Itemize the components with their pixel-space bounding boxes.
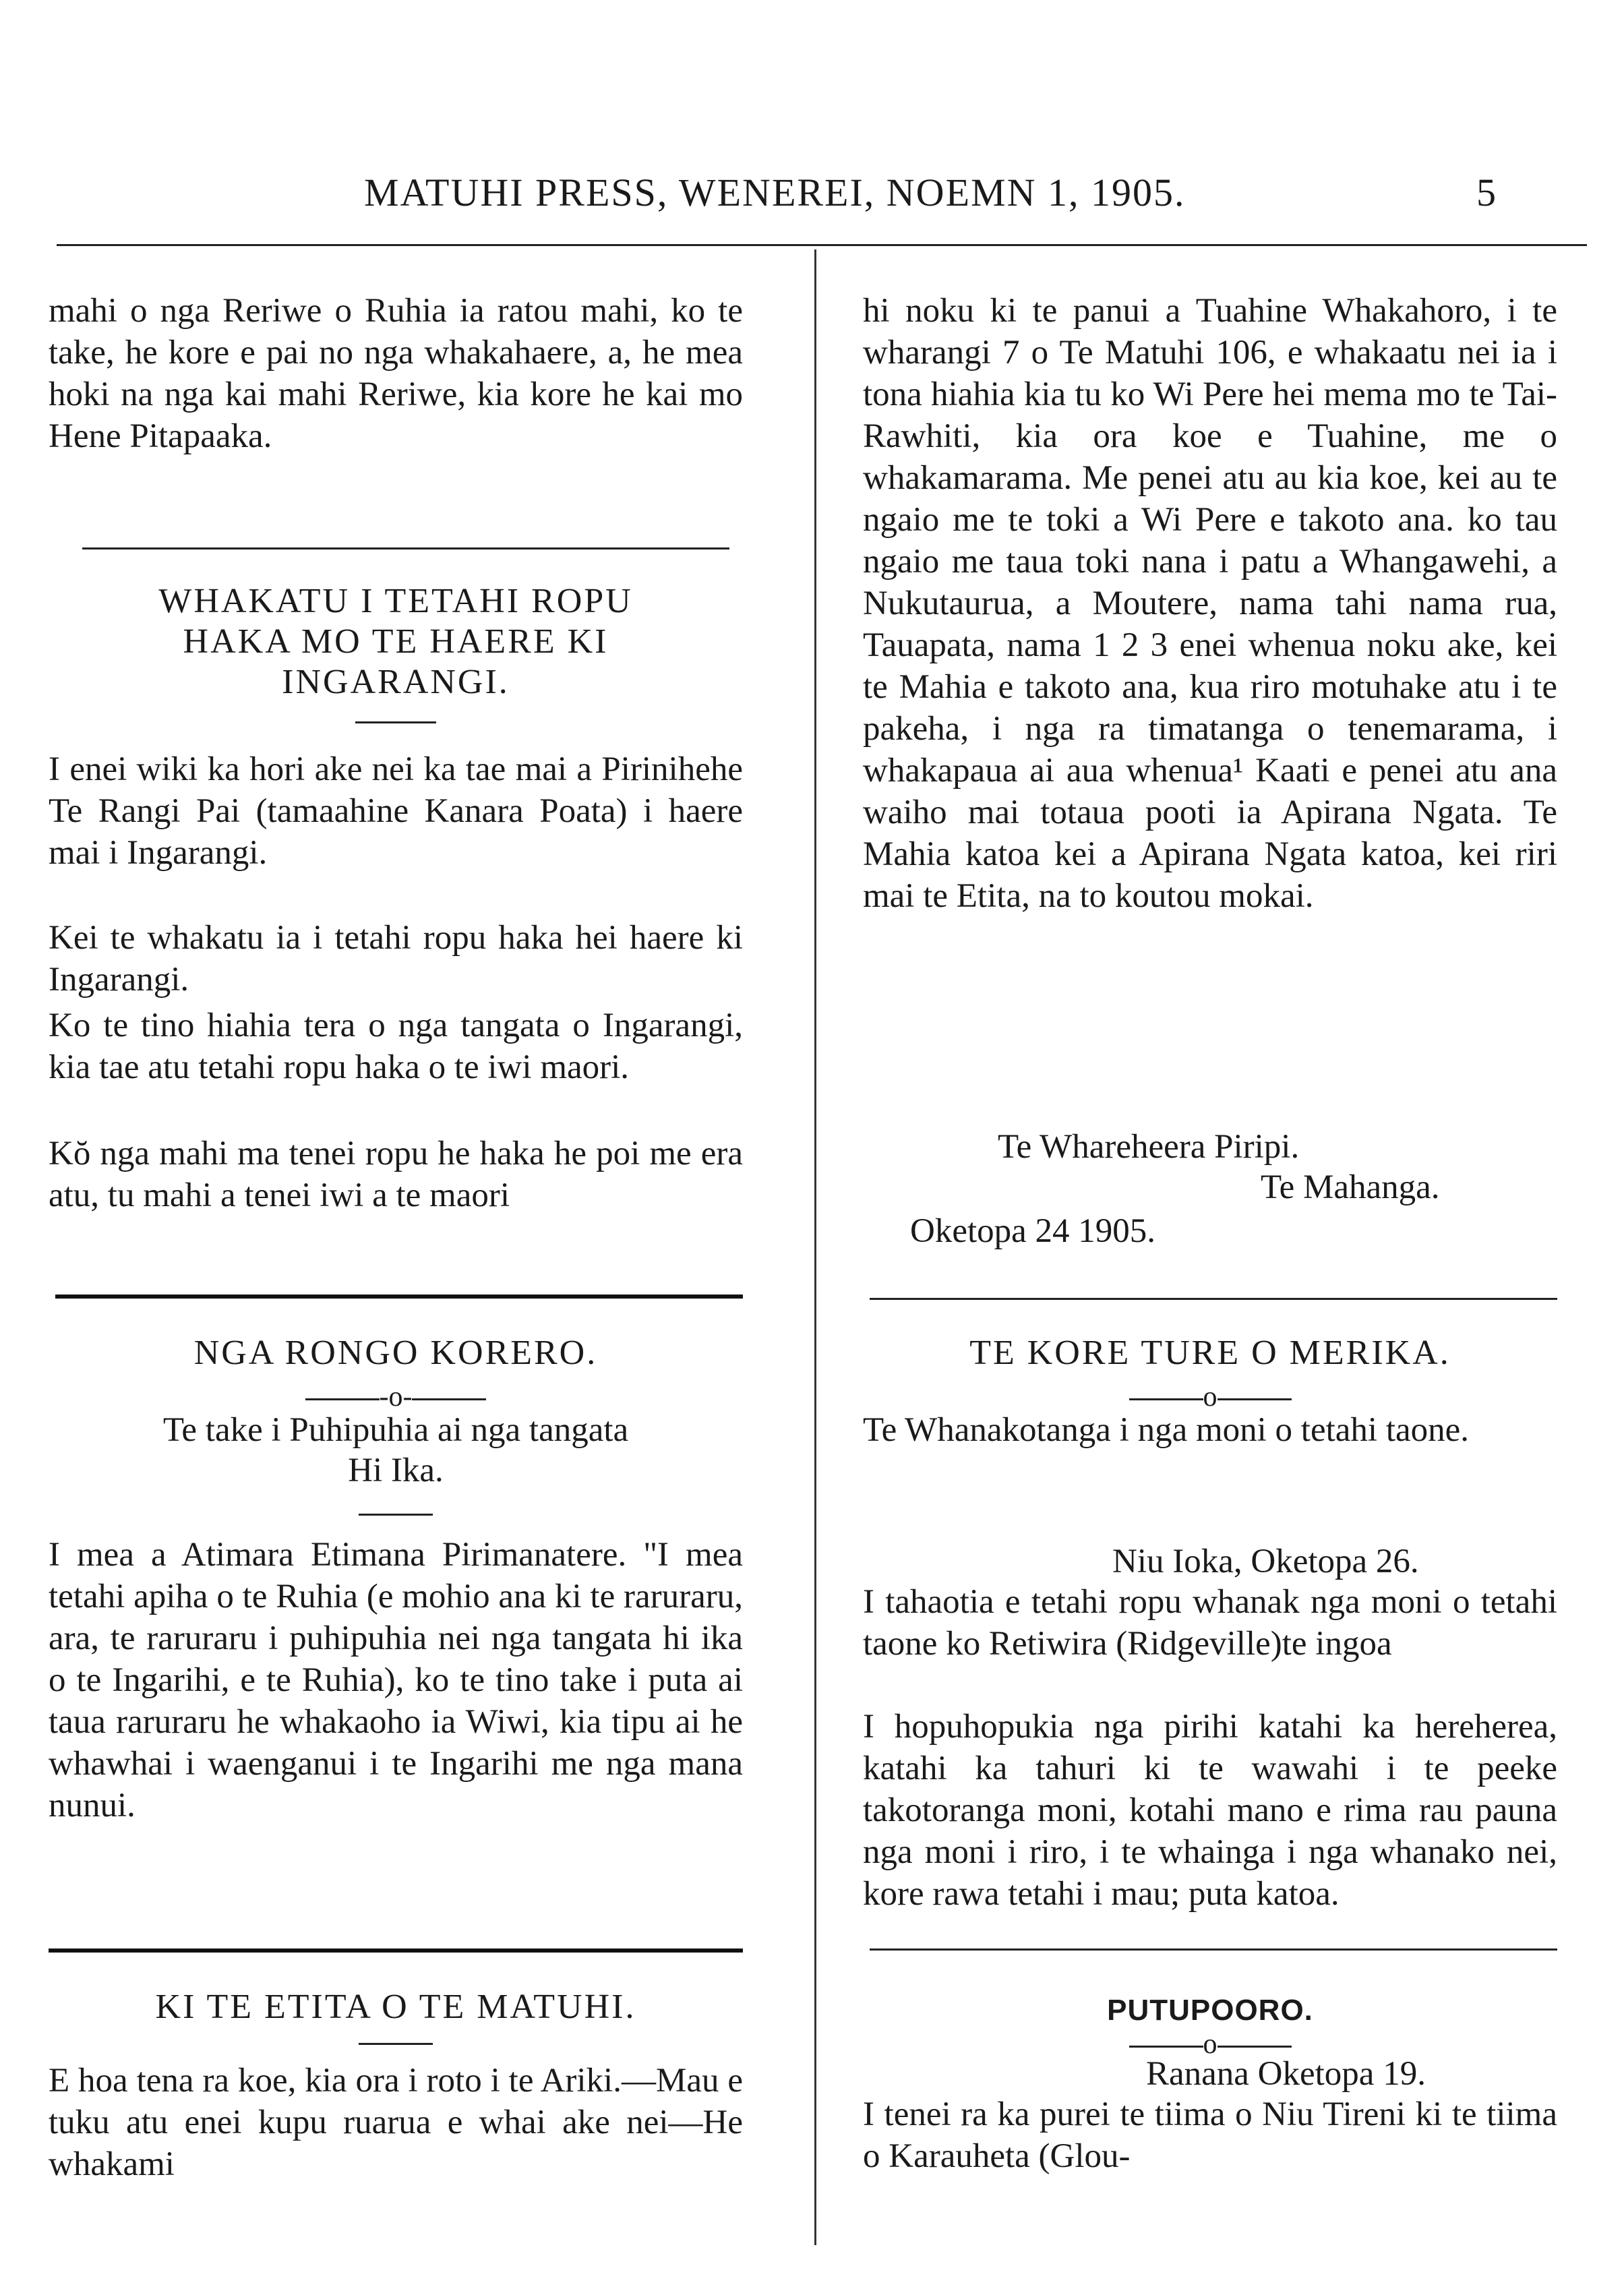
article2-heading: NGA RONGO KORERO. <box>193 1334 598 1372</box>
article1-heading-line2: HAKA MO TE HAERE KI <box>183 622 609 661</box>
article3-heading: KI TE ETITA O TE MATUHI. <box>155 1988 636 2026</box>
article1-heading-line1: WHAKATU I TETAHI ROPU <box>158 582 633 620</box>
article2-o-separator: -o- <box>49 1382 743 1412</box>
header-rule <box>57 244 1587 246</box>
section-rule-thick-2 <box>49 1948 743 1953</box>
letter-signature-1: Te Whareheera Piripi. <box>998 1128 1300 1166</box>
section-rule-thick <box>55 1295 743 1299</box>
article1-paragraph-4: Kŏ nga mahi ma tenei ropu he haka he poi me era atu, tu mahi a tenei iwi a te maori <box>49 1135 743 1214</box>
article3-paragraph: E hoa tena ra koe, kia ora i roto i te Ariki.—Mau e tuku atu enei kupu ruarua e whai ake nei—He whakami <box>49 2062 743 2183</box>
page-number: 5 <box>1476 171 1496 214</box>
section-rule-right-2 <box>870 1948 1557 1951</box>
article1-paragraph-1: I enei wiki ka hori ake nei ka tae mai a Pirinihehe Te Rangi Pai (tamaahine Kanara Poata) i haere mai i Ingarangi. <box>49 750 743 872</box>
article1-paragraph-3: Ko te tino hiahia tera o nga tangata o Ingarangi, kia tae atu tetahi ropu haka o te iwi maori. <box>49 1007 743 1086</box>
page-header <box>0 170 1624 224</box>
article5-heading: PUTUPOORO. <box>1107 1994 1313 2027</box>
letter-date: Oketopa 24 1905. <box>910 1212 1156 1250</box>
article2-paragraph: I mea a Atimara Etimana Pirimanatere. "I mea tetahi apiha o te Ruhia (e mohio ana ki te raruraru, ara, te raruraru i puhipuhia nei nga tangata hi ika o te Ingarihi, e te Ruhia), ko te tino take i puta ai taua raruraru he whakaoho ia Wiwi, kia tipu ai he whawhai i waenganui i te Ingarihi me nga mana nunui. <box>49 1536 743 1824</box>
article2-subheading-line2: Hi Ika. <box>348 1452 444 1489</box>
article4-dateline: Niu Ioka, Oketopa 26. <box>1112 1543 1419 1580</box>
column-divider <box>814 249 816 2245</box>
article1-paragraph-2: Kei te whakatu ia i tetahi ropu haka hei haere ki Ingarangi. <box>49 919 743 999</box>
letter-paragraph: hi noku ki te panui a Tuahine Whakahoro, i te wharangi 7 o Te Matuhi 106, e whakaatu nei ia i tona hiahia kia tu ko Wi Pere hei mema mo te Tai-Rawhiti, kia ora koe e Tuahine, me o whakamarama. Me penei atu au kia koe, kei au te ngaio me te toki a Wi Pere e takoto ana. ko tau ngaio me taua toki nana i patu a Whangawehi, a Nukutaurua, a Moutere, nama tahi nama rua, Tauapata, nama 1 2 3 enei whenua noku ake, kei te Mahia e takoto ana, kua riro motuhake atu i te pakeha, i nga ra timatanga o tenemarama, i whakapaua ai aua whenua¹ Kaati e penei atu ana waiho mai totaua pooti ia Apirana Ngata. Te Mahia katoa kei a Apirana Ngata katoa, kei riri mai te Etita, na to koutou mokai. <box>863 292 1557 915</box>
heading-underline <box>355 721 436 723</box>
subheading-underline <box>359 1514 433 1516</box>
article2-subheading-line1: Te take i Puhipuhia ai nga tangata <box>162 1411 629 1449</box>
section-rule-right <box>870 1298 1557 1300</box>
article4-paragraph-2: I hopuhopukia nga pirihi katahi ka hereherea, katahi ka tahuri ki te wawahi i te peeke takotoranga moni, kotahi mano e rima rau pauna nga moni i riro, i te whainga i nga whanako nei, kore rawa tetahi i mau; puta katoa. <box>863 1708 1557 1913</box>
article4-heading: TE KORE TURE O MERIKA. <box>969 1334 1451 1372</box>
article4-paragraph-1: I tahaotia e tetahi ropu whanak nga moni o tetahi taone ko Retiwira (Ridgeville)te ingoa <box>863 1583 1557 1663</box>
masthead-title: MATUHI PRESS, WENEREI, NOEMN 1, 1905. <box>364 171 1186 214</box>
article5-o-separator: o <box>863 2029 1557 2059</box>
letter-signature-2: Te Mahanga. <box>1261 1168 1440 1206</box>
article5-paragraph: I tenei ra ka purei te tiima o Niu Tireni ki te tiima o Karauheta (Glou- <box>863 2095 1557 2175</box>
article1-heading-line3: INGARANGI. <box>282 663 510 701</box>
article4-o-separator: o <box>863 1382 1557 1412</box>
section-rule <box>82 547 729 549</box>
article5-dateline: Ranana Oketopa 19. <box>1146 2055 1426 2093</box>
article3-underline <box>359 2043 433 2045</box>
intro-paragraph: mahi o nga Reriwe o Ruhia ia ratou mahi, ko te take, he kore e pai no nga whakahaere, a, he mea hoki na nga kai mahi Reriwe, kia kore he kai mo Hene Pitapaaka. <box>49 292 743 455</box>
article4-subheading: Te Whanakotanga i nga moni o tetahi taone. <box>863 1411 1470 1449</box>
